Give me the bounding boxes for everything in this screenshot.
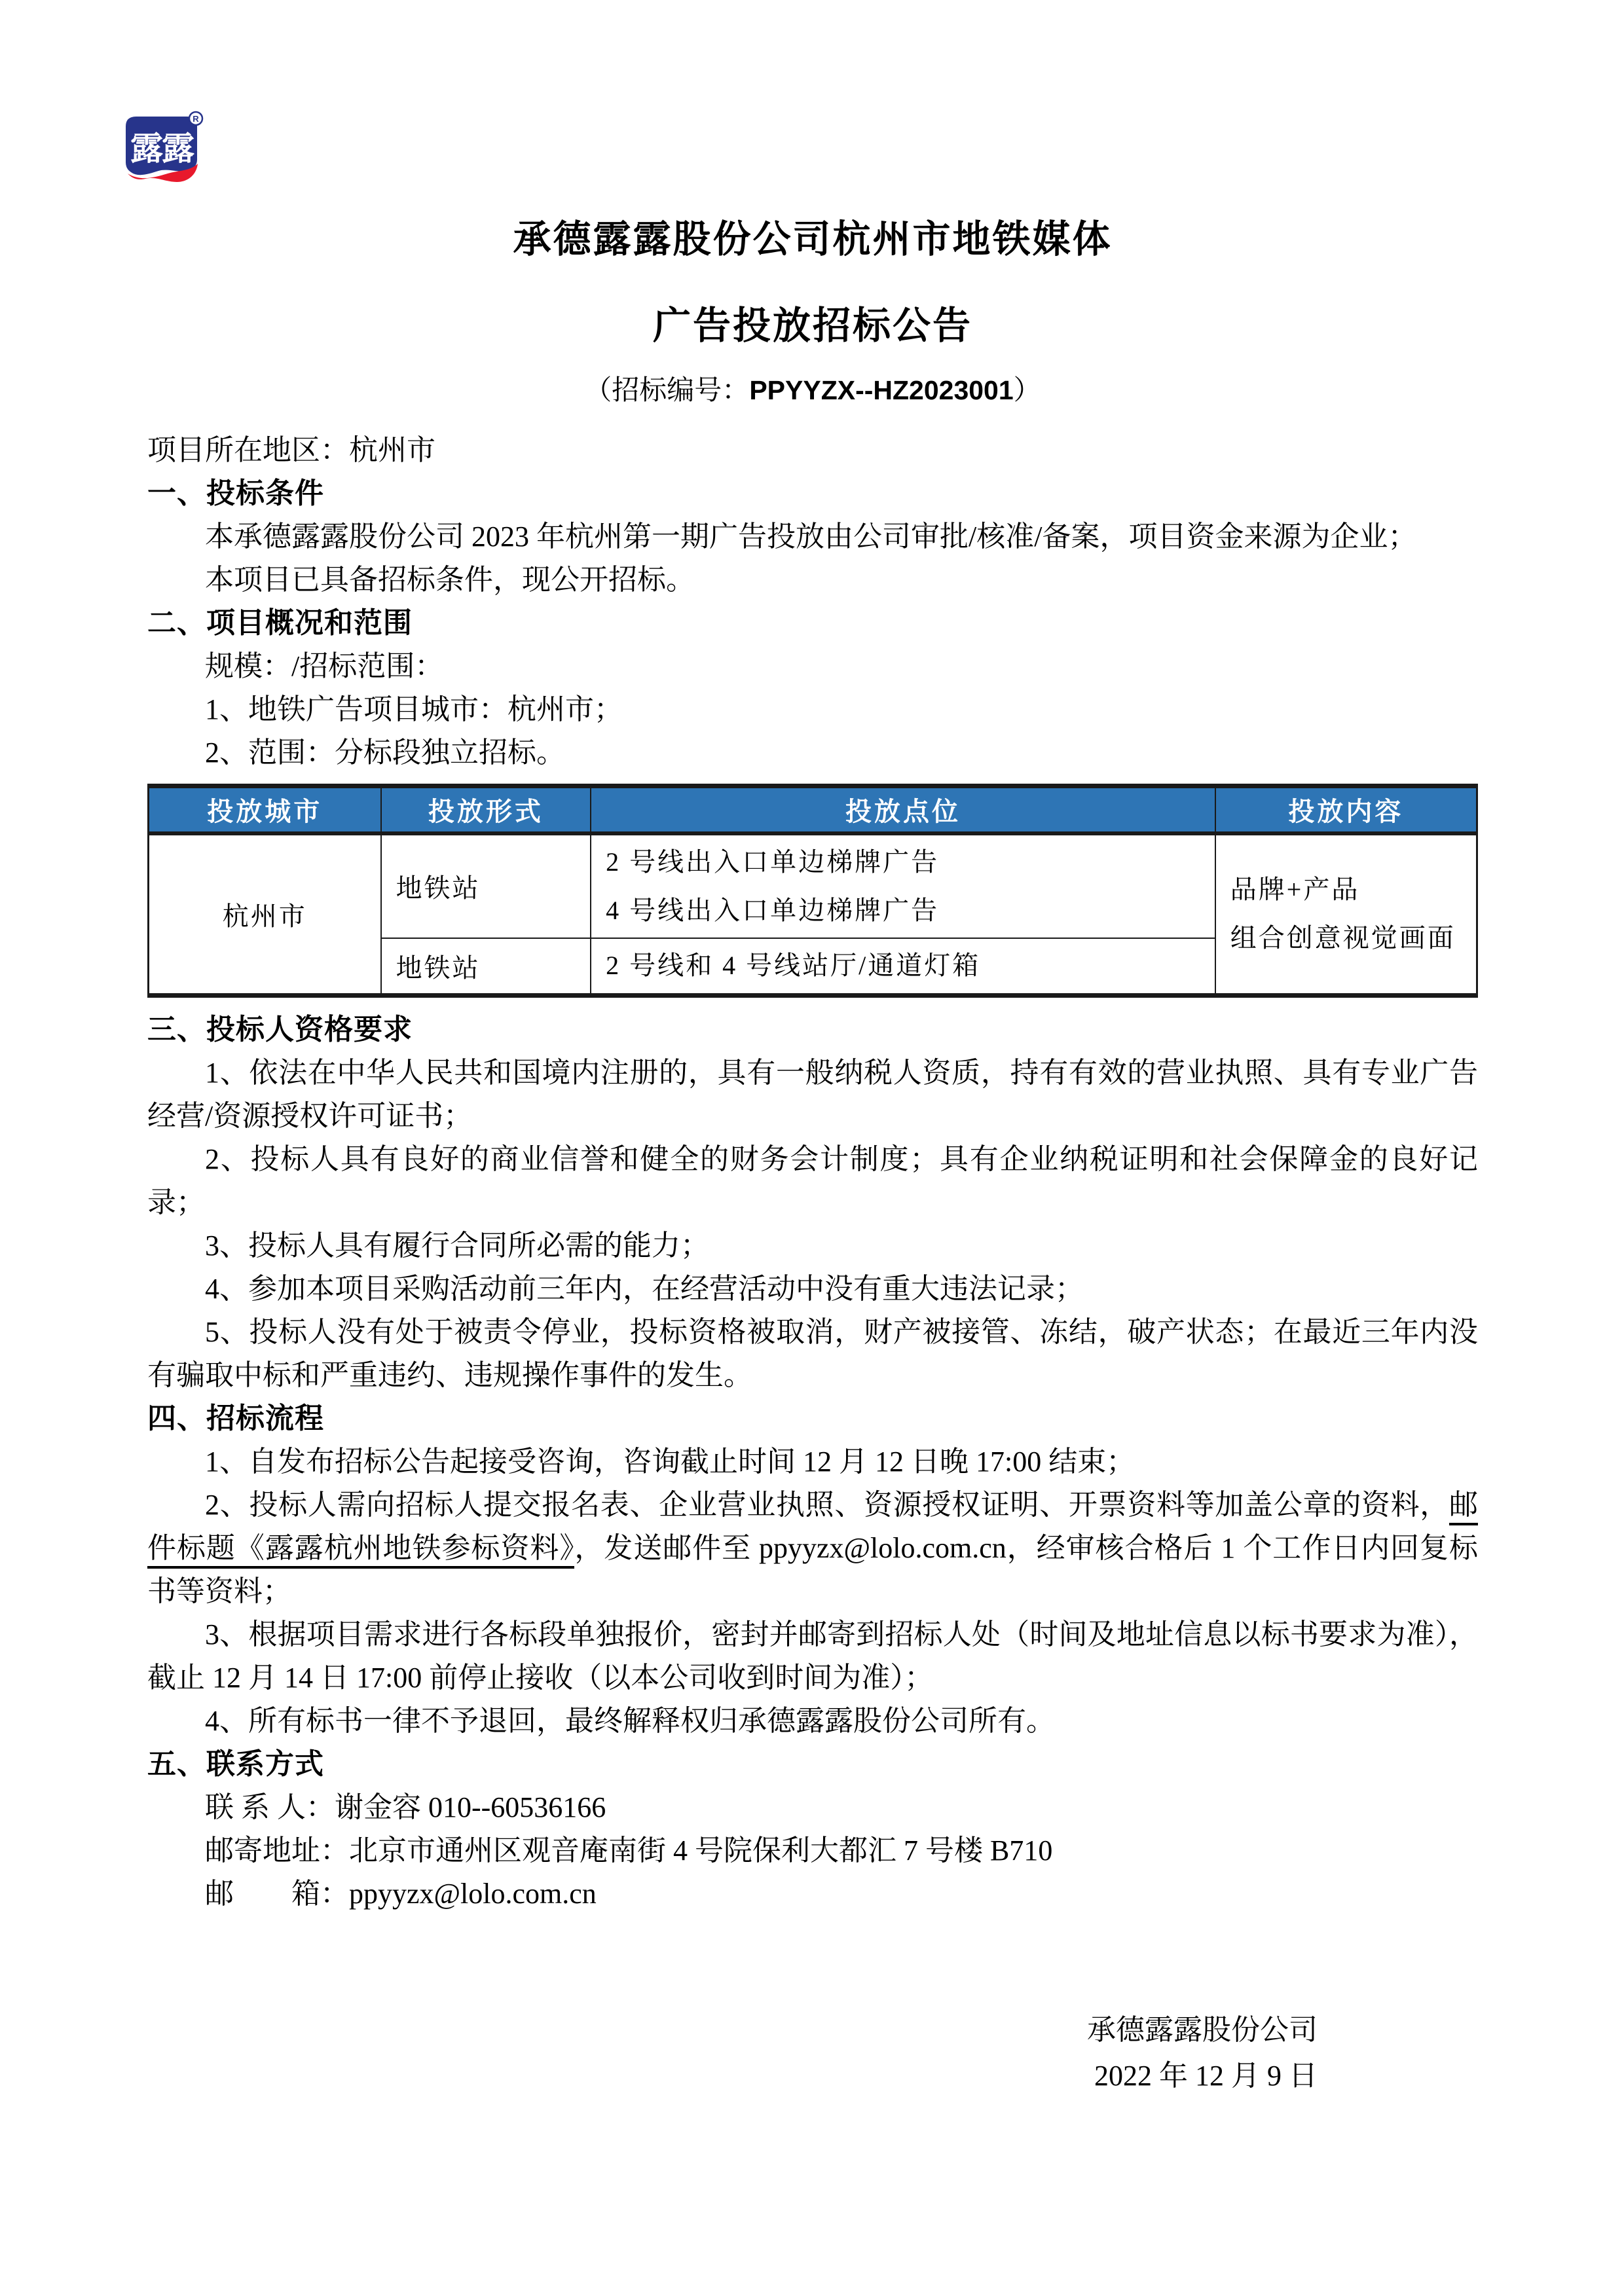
tender-number-prefix: （招标编号： — [584, 376, 750, 406]
signature-company: 承德露露股份公司 — [1087, 2014, 1318, 2046]
contact-person-line: 联 系 人：谢金容 010--60536166 — [205, 1791, 606, 1823]
section1-paragraph-2: 本项目已具备招标条件，现公开招标。 — [205, 564, 695, 596]
logo-char-right: 露 — [162, 130, 194, 167]
lulu-logo-graphic — [120, 110, 205, 196]
table-row — [149, 833, 1477, 938]
point-line-3: 2 号线和 4 号线站厅/通道灯箱 — [606, 951, 981, 981]
email-subject-underlined: 邮件标题《露露杭州地铁参标资料》 — [147, 1489, 1478, 1569]
page-title: 承德露露股份公司杭州市地铁媒体 — [513, 218, 1113, 261]
section4-item-1: 1、自发布招标公告起接受咨询，咨询截止时间 12 月 12 日晚 17:00 结束； — [205, 1446, 1135, 1478]
registered-trademark-icon: R — [193, 114, 199, 124]
section3-item-4: 4、参加本项目采购活动前三年内，在经营活动中没有重大违法记录； — [205, 1273, 1084, 1305]
cell-points-row1 — [591, 833, 1215, 938]
section4-item-4: 4、所有标书一律不予退回，最终解释权归承德露露股份公司所有。 — [205, 1705, 1055, 1737]
document-content — [147, 216, 1478, 2099]
point-line-2: 4 号线出入口单边梯牌广告 — [606, 895, 940, 925]
cell-city: 杭州市 — [149, 833, 381, 996]
mailing-address-line: 邮寄地址：北京市通州区观音庵南街 4 号院保利大都汇 7 号楼 B710 — [205, 1834, 1053, 1867]
col-header-city: 投放城市 — [149, 786, 381, 833]
section3-item-1: 1、依法在中华人民共和国境内注册的，具有一般纳税人资质，持有有效的营业执照、具有专业广告经营/资源授权许可证书； — [147, 1057, 1478, 1132]
signature-date: 2022 年 12 月 9 日 — [1094, 2060, 1318, 2092]
media-placement-table — [147, 784, 1478, 998]
cell-points-row2 — [591, 938, 1215, 996]
content-line-1: 品牌+产品 — [1230, 875, 1360, 905]
section4-item-2-text: 2、投标人需向招标人提交报名表、企业营业执照、资源授权证明、开票资料等加盖公章的资料， — [205, 1489, 1449, 1521]
cell-form-row1: 地铁站 — [381, 833, 591, 938]
section4-item-3: 3、根据项目需求进行各标段单独报价，密封并邮寄到招标人处（时间及地址信息以标书要求为准），截止 12 月 14 日 17:00 前停止接收（以本公司收到时间为准）； — [147, 1618, 1478, 1694]
page-subtitle: 广告投放招标公告 — [652, 304, 972, 347]
region-line: 项目所在地区：杭州市 — [147, 434, 435, 466]
section3-item-2: 2、投标人具有良好的商业信誉和健全的财务会计制度；具有企业纳税证明和社会保障金的良好记录； — [147, 1143, 1478, 1218]
table-header-row — [149, 786, 1477, 833]
section5-heading: 五、联系方式 — [147, 1748, 324, 1780]
cell-form-row2: 地铁站 — [381, 938, 591, 996]
section3-heading: 三、投标人资格要求 — [147, 1013, 413, 1046]
col-header-points: 投放点位 — [591, 786, 1215, 833]
section3-item-5: 5、投标人没有处于被责令停业，投标资格被取消，财产被接管、冻结，破产状态；在最近三年内没有骗取中标和严重违约、违规操作事件的发生。 — [147, 1316, 1478, 1391]
section2-heading: 二、项目概况和范围 — [147, 607, 413, 639]
point-line-1: 2 号线出入口单边梯牌广告 — [606, 847, 940, 877]
logo-char-left: 露 — [130, 130, 163, 167]
tender-number-code: PPYYZX--HZ2023001 — [749, 375, 1014, 405]
col-header-form: 投放形式 — [381, 786, 591, 833]
section1-paragraph-1: 本承德露露股份公司 2023 年杭州第一期广告投放由公司审批/核准/备案，项目资金来源为企业； — [205, 520, 1417, 553]
tender-number-line — [147, 372, 1478, 409]
col-header-content: 投放内容 — [1215, 786, 1477, 833]
cell-content — [1215, 833, 1477, 996]
tender-number-suffix: ） — [1013, 376, 1041, 406]
lulu-brand-logo — [120, 110, 205, 196]
email-line: 邮 箱：ppyyzx@lolo.com.cn — [205, 1878, 597, 1910]
section1-heading: 一、投标条件 — [147, 477, 324, 509]
section3-item-3: 3、投标人具有履行合同所必需的能力； — [205, 1230, 709, 1262]
section4-item-2 — [147, 1484, 1478, 1613]
section4-heading: 四、招标流程 — [147, 1402, 324, 1434]
section2-item-1: 1、地铁广告项目城市：杭州市； — [205, 693, 623, 725]
signature-block — [147, 2007, 1478, 2099]
section2-scope-line: 规模：/招标范围： — [205, 650, 444, 682]
section4-item-2-tail: ，发送邮件至 ppyyzx@lolo.com.cn，经审核合格后 1 个工作日内回复标书等资料； — [147, 1532, 1479, 1607]
content-line-2: 组合创意视觉画面 — [1230, 923, 1456, 953]
section2-item-2: 2、范围：分标段独立招标。 — [205, 737, 565, 769]
